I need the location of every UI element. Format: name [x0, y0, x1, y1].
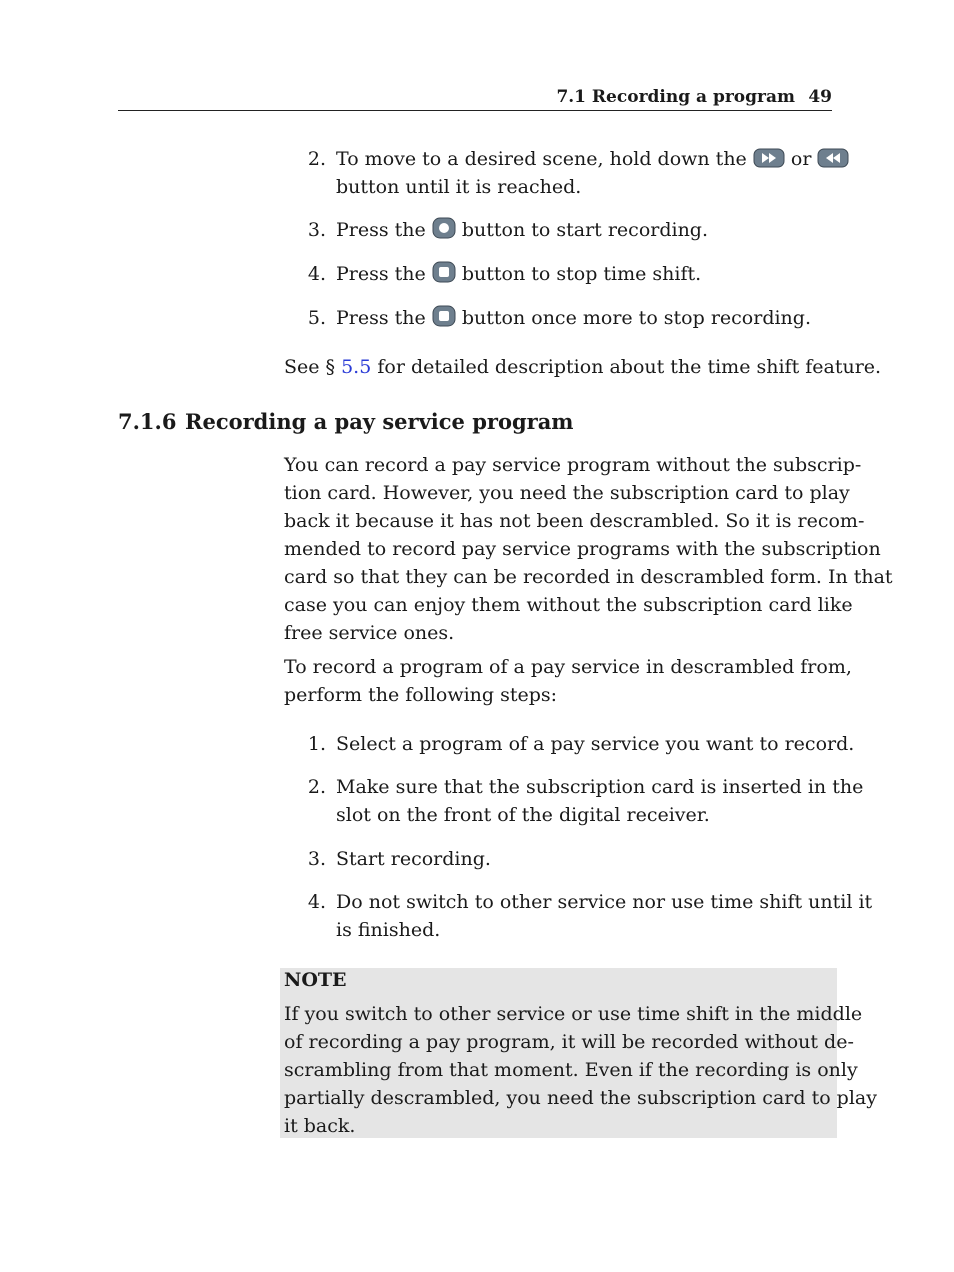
list-number: 2.	[307, 776, 326, 798]
paragraph	[284, 451, 893, 647]
list-number: 1.	[307, 733, 326, 755]
list-text: Press the	[336, 263, 426, 285]
section-title: Recording a pay service program	[185, 409, 574, 434]
paragraph-line: free service ones.	[284, 622, 455, 644]
see-text: for detailed description about the time shift feature.	[377, 356, 882, 378]
list-text: Select a program of a pay service you want to record.	[336, 733, 855, 755]
list-number: 3.	[307, 848, 326, 870]
list-text: button until it is reached.	[336, 176, 582, 198]
list-text: Start recording.	[336, 848, 491, 870]
list-text: To move to a desired scene, hold down the	[336, 148, 747, 170]
list-text: button once more to stop recording.	[461, 307, 811, 329]
note-line: scrambling from that moment. Even if the recording is only	[284, 1059, 858, 1081]
section-number: 7.1.6	[118, 409, 177, 434]
paragraph	[284, 653, 852, 709]
paragraph-line: tion card. However, you need the subscription card to play	[284, 482, 850, 504]
paragraph-line: To record a program of a pay service in descrambled from,	[284, 656, 852, 678]
see-text: See §	[284, 356, 336, 378]
stop-icon	[432, 305, 456, 335]
list-text: Press the	[336, 307, 426, 329]
paragraph-line: back it because it has not been descrambled. So it is recom-	[284, 510, 865, 532]
note-line: it back.	[284, 1115, 356, 1137]
list-number: 4.	[307, 891, 326, 913]
list-text: slot on the front of the digital receiver.	[336, 804, 710, 826]
list-text: button to start recording.	[461, 219, 709, 241]
paragraph-line: You can record a pay service program without the subscrip-	[284, 454, 862, 476]
list-text: Press the	[336, 219, 426, 241]
list-text: button to stop time shift.	[461, 263, 702, 285]
list-number: 3.	[307, 219, 326, 241]
list-text: Do not switch to other service nor use time shift until it	[336, 891, 873, 913]
see-reference	[284, 353, 881, 381]
header-title: 7.1 Recording a program	[556, 87, 795, 107]
record-icon	[432, 217, 456, 247]
paragraph-line: mended to record pay service programs with the subscription	[284, 538, 881, 560]
note-body	[284, 1000, 877, 1140]
page-number: 49	[808, 87, 832, 107]
list-text: is finished.	[336, 919, 441, 941]
list-text: Make sure that the subscription card is inserted in the	[336, 776, 864, 798]
list-number: 5.	[307, 307, 326, 329]
note-line: of recording a pay program, it will be recorded without de-	[284, 1031, 854, 1053]
list-number: 4.	[307, 263, 326, 285]
note-line: If you switch to other service or use time shift in the middle	[284, 1003, 863, 1025]
paragraph-line: perform the following steps:	[284, 684, 558, 706]
list-text: or	[790, 148, 812, 170]
section-link[interactable]: 5.5	[341, 356, 372, 378]
rewind-icon	[817, 148, 849, 176]
stop-icon	[432, 261, 456, 291]
list-number: 2.	[307, 148, 326, 170]
note-line: partially descrambled, you need the subscription card to play	[284, 1087, 877, 1109]
paragraph-line: card so that they can be recorded in descrambled form. In that	[284, 566, 893, 588]
note-title: NOTE	[284, 969, 347, 991]
fast-forward-icon	[753, 148, 785, 176]
paragraph-line: case you can enjoy them without the subscription card like	[284, 594, 853, 616]
running-header	[118, 86, 832, 111]
